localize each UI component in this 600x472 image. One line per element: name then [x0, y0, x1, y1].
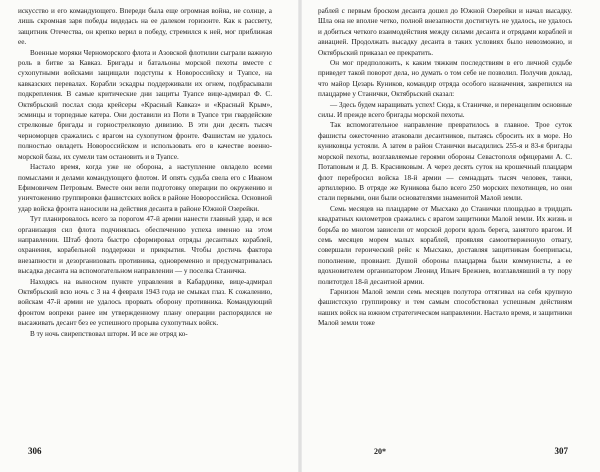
paragraph: Семь месяцев на плацдарме от Мысхако до Станички площадью в тридцать квадратных километров сражались с врагом защитники Малой земли. Их жизнь и борьба во многом зависели от морской дороги вдоль берега, занятого врагом. И семь месяцев морем малых кораблей, проявляя самоотверженную отвагу, совершали героический рейс к Мысхако, доставляя защитникам боеприпасы, пополнение, провиант. Душой обороны плацдарма были коммунисты, а ее вдохновителем организатором Леонид Ильич Брежнев, возглавлявший в ту пору политотдел 18-й десантной армии. — [318, 204, 572, 286]
paragraph: Находясь на выносном пункте управления в Кабардинке, вице-адмирал Октябрьский всю ночь с 3 на 4 февраля 1943 года не смыкал глаз. К сожалению, войскам 47-й армии не удалось прорвать оборону противника. Командующий фронтом вопреки ранее им утвержденному плану операции распорядился не высаживать десант без ее успешного прорыва сухопутных войск. — [18, 277, 272, 328]
right-page-text — [318, 6, 572, 329]
paragraph: Настало время, когда уже не оборона, а наступление овладело всеми помыслами и делами командующего флотом. И опять судьба свела его с Иваном Ефимовичем Петровым. Вместе они вели подготовку операции по окружению и уничтожению группировки фашистских войск в районе Новороссийска. Основной удар войска фронта наносили на действия десанта в районе Южной Озерейки. — [18, 163, 272, 213]
paragraph: искусство и его командующего. Впереди была еще огромная война, не солнце, а лишь скромная заря победы видедась на ее далеком горизонте. Как к рассвету, защитник Отечества, он крепко верил в победу, стремился к ней, мог приближая ее. — [18, 7, 272, 47]
paragraph: Тут планировалось всего за порогом 47-й армии нанести главный удар, и вся организация сил флота подчинялась обеспечению успеха именно на этом направлении. Штаб флота быстро сформировал отряды десантных кораблей, охранения, корабельной поддержки и прикрытия. Чтобы достичь фактора внезапности и дезорганизовать противника, одновременно и предусматривалась высадка десанта на вспомогательном направлении — у поселка Станичка. — [18, 215, 272, 276]
paragraph: Он мог предположить, к каким тяжким последствиям в его личной судьбе приведет такой поворот дела, но думать о том себе не позволил. Получив доклад, что майор Цезарь Куников, командир отряда особого назначения, закрепился на плацдарме у Станички, Октябрьский сказал: — [318, 59, 572, 99]
paragraph: В ту ночь свирепствовал шторм. И все же отряд ко- — [30, 329, 188, 338]
paragraph: Военные моряки Черноморского флота и Азовской флотилии сыграли важную роль в битве за Кавказ. Бригады и батальоны морской пехоты вместе с сухопутными войсками защищали подступы к Новороссийску и Туапсе, на кавказских перевалах. Корабли эскадры поддерживали их огнем, подбрасывали подкрепления. В самые критические дни защиты Туапсе вице-адмирал Ф. С. Октябрьский послал сюда крейсеры «Красный Кавказ» и «Красный Крым», эсминцы и торпедные катера. Они доставили из Поти в Туапсе три гвардейские стрелковые бригады и горнострелковую дивизию. В эти дни десять тысяч черноморцев сражались с врагом на сухопутном фронте. Фашистам не удалось полностью овладеть Новороссийском и использовать его в качестве военно-морской базы, их сумели там остановить и в Туапсе. — [18, 48, 272, 161]
left-page-text — [18, 6, 272, 339]
paragraph: Так вспомогательное направление превратилось в главное. Трое суток фашисты ожесточенно атаковали десантников, пытаясь сбросить их в море. Но куниковцы устояли. А затем в район Станички высадились 255-я и 83-я бригады морской пехоты, возглавляемые героями обороны Севастополя офицерами А. С. Потаповым и Д. В. Красниковым. А через десять суток на крошечный плацдарм флот перебросил войска 18-й армии — семнадцать тысяч человек, танки, артиллерию. В отряде же Куникова было всего 250 морских пехотинцев, но они стали первыми, они были основателями знаменитой Малой земли. — [318, 121, 572, 203]
paragraph: раблей с первым броском десанта дошел до Южной Озерейки и начал высадку. Шла она не вполне четко, полной внезапности достигнуть не удалось, не удалось и добиться четкого взаимодействия между силами десанта и отрядами кораблей и авиацией. Продолжать высадку десанта в таких условиях было невозможно, и Октябрьский приказал ее прекратить. — [318, 7, 572, 57]
paragraph: — Здесь будем наращивать успех! Сюда, к Станичке, и перенацелим основные силы. И прежде всего бригады морской пехоты. — [318, 100, 572, 120]
left-page — [18, 6, 272, 466]
page-number: 307 — [554, 446, 568, 456]
page-number: 306 — [28, 446, 42, 456]
right-page — [318, 6, 572, 466]
printer-signature-mark: 20* — [374, 447, 386, 456]
paragraph: Гарнизон Малой земли семь месяцев полутора оттягивал на себя крупную фашистскую группировку и тем самым способствовал успешным действиям наших войск на южном стратегическом направлении. Настало время, и защитники Малой земли тоже — [318, 287, 572, 328]
book-gutter — [298, 0, 302, 472]
